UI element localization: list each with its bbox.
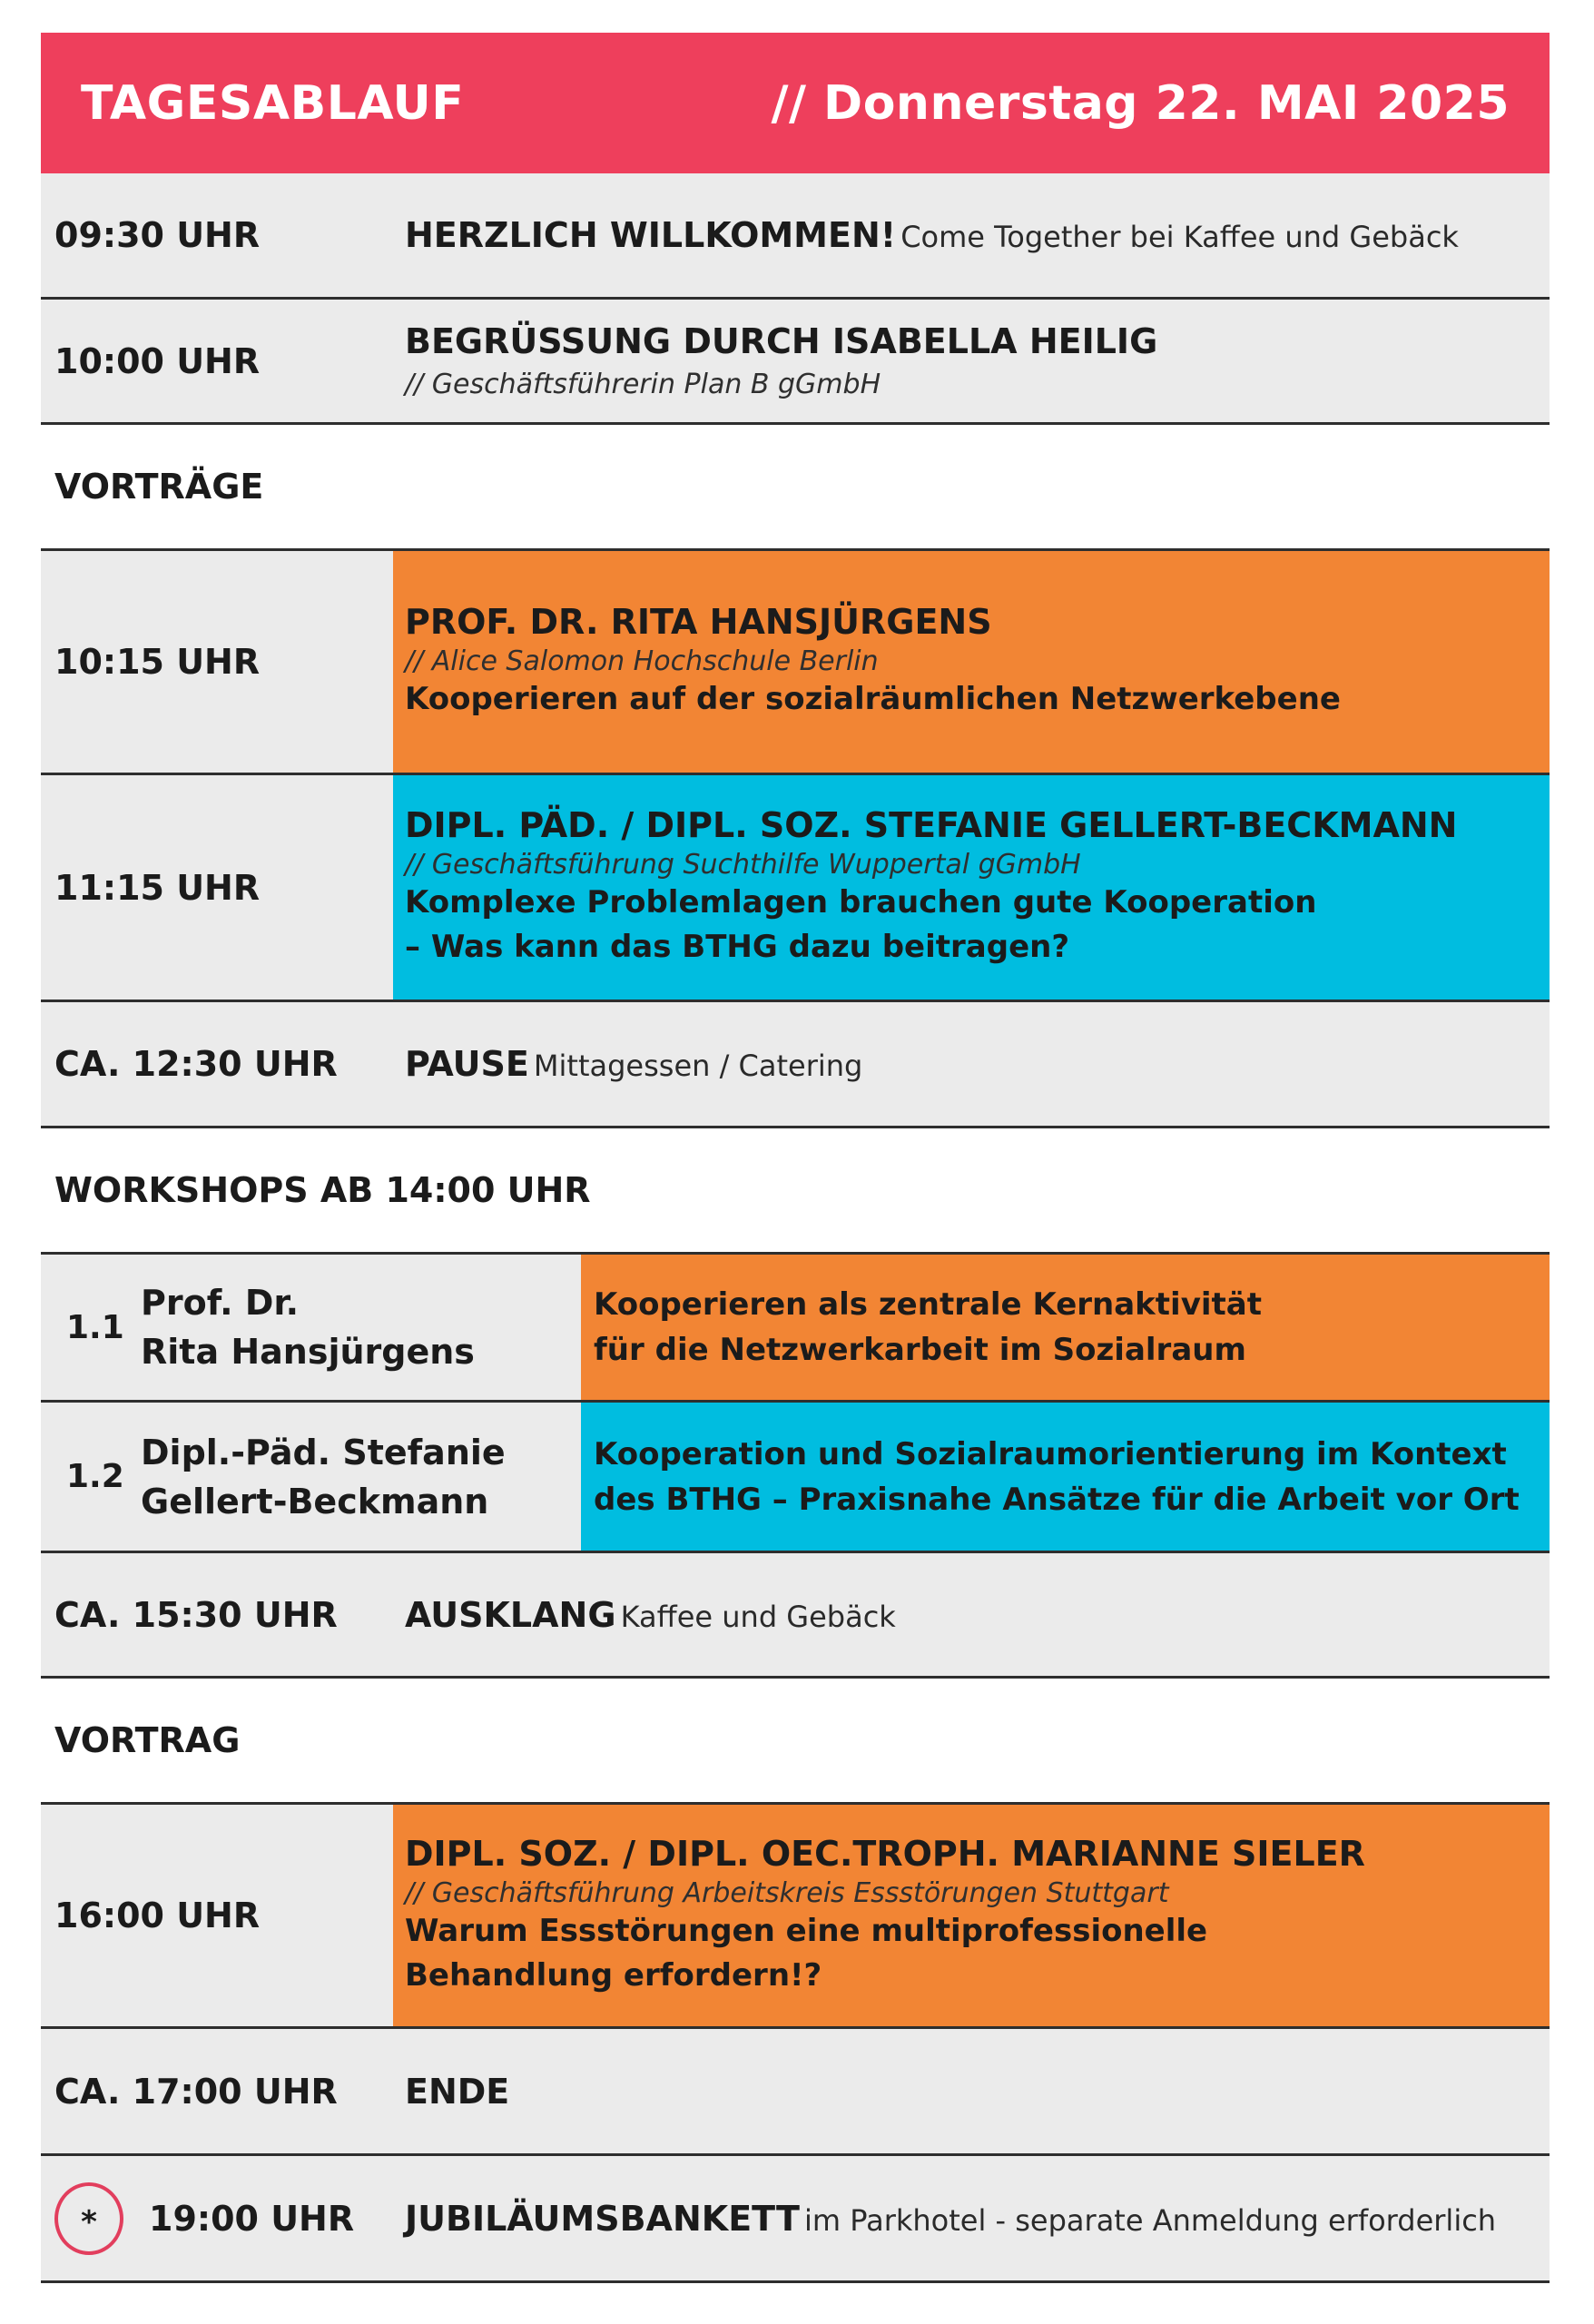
talk-affiliation: // Alice Salomon Hochschule Berlin bbox=[405, 645, 879, 677]
schedule-row-pause bbox=[41, 1002, 1550, 1128]
talk-affiliation: // Geschäftsführung Arbeitskreis Essstörungen Stuttgart bbox=[405, 1876, 1169, 1909]
talk-time: 16:00 UHR bbox=[54, 1896, 261, 1935]
workshop-title-line: des BTHG – Praxisnahe Ansätze für die Arbeit vor Ort bbox=[594, 1481, 1520, 1518]
row-content bbox=[393, 2156, 1550, 2280]
talk-row bbox=[41, 1802, 1550, 2029]
talk-block bbox=[393, 1805, 1550, 2026]
talk-block bbox=[393, 775, 1550, 1000]
workshop-title-line: Kooperieren als zentrale Kernaktivität bbox=[594, 1286, 1262, 1323]
workshop-block bbox=[581, 1403, 1550, 1551]
schedule-row-greeting bbox=[41, 300, 1550, 425]
talk-affiliation: // Geschäftsführung Suchthilfe Wuppertal gGmbH bbox=[405, 849, 1081, 881]
workshop-speaker-line: Gellert-Beckmann bbox=[141, 1481, 489, 1521]
row-content bbox=[393, 1553, 1550, 1676]
row-time: CA. 15:30 UHR bbox=[54, 1594, 338, 1635]
row-title: AUSKLANG bbox=[405, 1594, 616, 1635]
workshop-row bbox=[41, 1403, 1550, 1553]
talk-row bbox=[41, 548, 1550, 775]
row-time: CA. 12:30 UHR bbox=[54, 1044, 338, 1084]
row-note: Kaffee und Gebäck bbox=[620, 1599, 896, 1634]
section-label-workshops: WORKSHOPS AB 14:00 UHR bbox=[41, 1128, 1550, 1252]
workshop-speaker-cell bbox=[41, 1403, 581, 1551]
talk-title-line: Behandlung erfordern!? bbox=[405, 1956, 822, 1994]
row-title: JUBILÄUMSBANKETT bbox=[405, 2198, 800, 2239]
row-content bbox=[393, 173, 1550, 297]
row-time: 09:30 UHR bbox=[54, 215, 261, 255]
schedule-sheet bbox=[41, 33, 1550, 2283]
talk-title-line: Kooperieren auf der sozialräumlichen Netzwerkebene bbox=[405, 681, 1341, 717]
workshop-number: 1.1 bbox=[66, 1308, 124, 1346]
section-label-vortrag: VORTRAG bbox=[41, 1679, 1550, 1802]
talk-title-line: Warum Essstörungen eine multiprofessionelle bbox=[405, 1912, 1208, 1949]
talk-speaker: DIPL. PÄD. / DIPL. SOZ. STEFANIE GELLERT-BECKMANN bbox=[405, 805, 1458, 845]
talk-time: 11:15 UHR bbox=[54, 867, 261, 908]
schedule-row-bankett bbox=[41, 2156, 1550, 2283]
workshop-block bbox=[581, 1255, 1550, 1400]
asterisk-circle-icon: * bbox=[54, 2182, 123, 2255]
workshop-title-line: für die Netzwerkarbeit im Sozialraum bbox=[594, 1332, 1246, 1368]
row-affiliation: // Geschäftsführerin Plan B gGmbH bbox=[405, 369, 881, 400]
row-content bbox=[393, 1002, 1550, 1126]
row-note: im Parkhotel - separate Anmeldung erforderlich bbox=[803, 2202, 1497, 2238]
row-content bbox=[393, 300, 1550, 422]
schedule-header bbox=[41, 33, 1550, 173]
row-note: Come Together bei Kaffee und Gebäck bbox=[900, 220, 1459, 254]
row-note: Mittagessen / Catering bbox=[533, 1049, 863, 1083]
section-label-vortraege: VORTRÄGE bbox=[41, 425, 1550, 548]
row-title: BEGRÜSSUNG DURCH ISABELLA HEILIG bbox=[405, 321, 1158, 361]
schedule-row-ausklang bbox=[41, 1553, 1550, 1679]
row-time-cell bbox=[41, 2156, 393, 2280]
row-content bbox=[393, 2029, 1550, 2153]
workshop-row bbox=[41, 1252, 1550, 1403]
row-title: HERZLICH WILLKOMMEN! bbox=[405, 215, 897, 255]
talk-title-line: – Was kann das BTHG dazu beitragen? bbox=[405, 929, 1070, 965]
header-date: // Donnerstag 22. MAI 2025 bbox=[771, 75, 1510, 131]
header-title: TAGESABLAUF bbox=[81, 75, 465, 131]
talk-time: 10:15 UHR bbox=[54, 642, 261, 682]
schedule-row-welcome bbox=[41, 173, 1550, 300]
schedule-row-ende bbox=[41, 2029, 1550, 2156]
workshop-speaker-line: Dipl.-Päd. Stefanie bbox=[141, 1432, 506, 1472]
workshop-number: 1.2 bbox=[66, 1458, 124, 1495]
row-time: CA. 17:00 UHR bbox=[54, 2071, 338, 2112]
talk-block bbox=[393, 551, 1550, 773]
row-time: 10:00 UHR bbox=[54, 340, 261, 381]
row-time: 19:00 UHR bbox=[149, 2198, 355, 2239]
workshop-title-line: Kooperation und Sozialraumorientierung im Kontext bbox=[594, 1435, 1507, 1472]
row-title: ENDE bbox=[405, 2071, 510, 2112]
talk-speaker: PROF. DR. RITA HANSJÜRGENS bbox=[405, 602, 992, 642]
talk-title-line: Komplexe Problemlagen brauchen gute Kooperation bbox=[405, 884, 1317, 921]
row-title: PAUSE bbox=[405, 1044, 529, 1084]
workshop-speaker-cell bbox=[41, 1255, 581, 1400]
workshop-speaker-line: Prof. Dr. bbox=[141, 1283, 300, 1323]
workshop-speaker-line: Rita Hansjürgens bbox=[141, 1332, 475, 1372]
talk-row bbox=[41, 775, 1550, 1002]
talk-speaker: DIPL. SOZ. / DIPL. OEC.TROPH. MARIANNE SIELER bbox=[405, 1833, 1365, 1874]
